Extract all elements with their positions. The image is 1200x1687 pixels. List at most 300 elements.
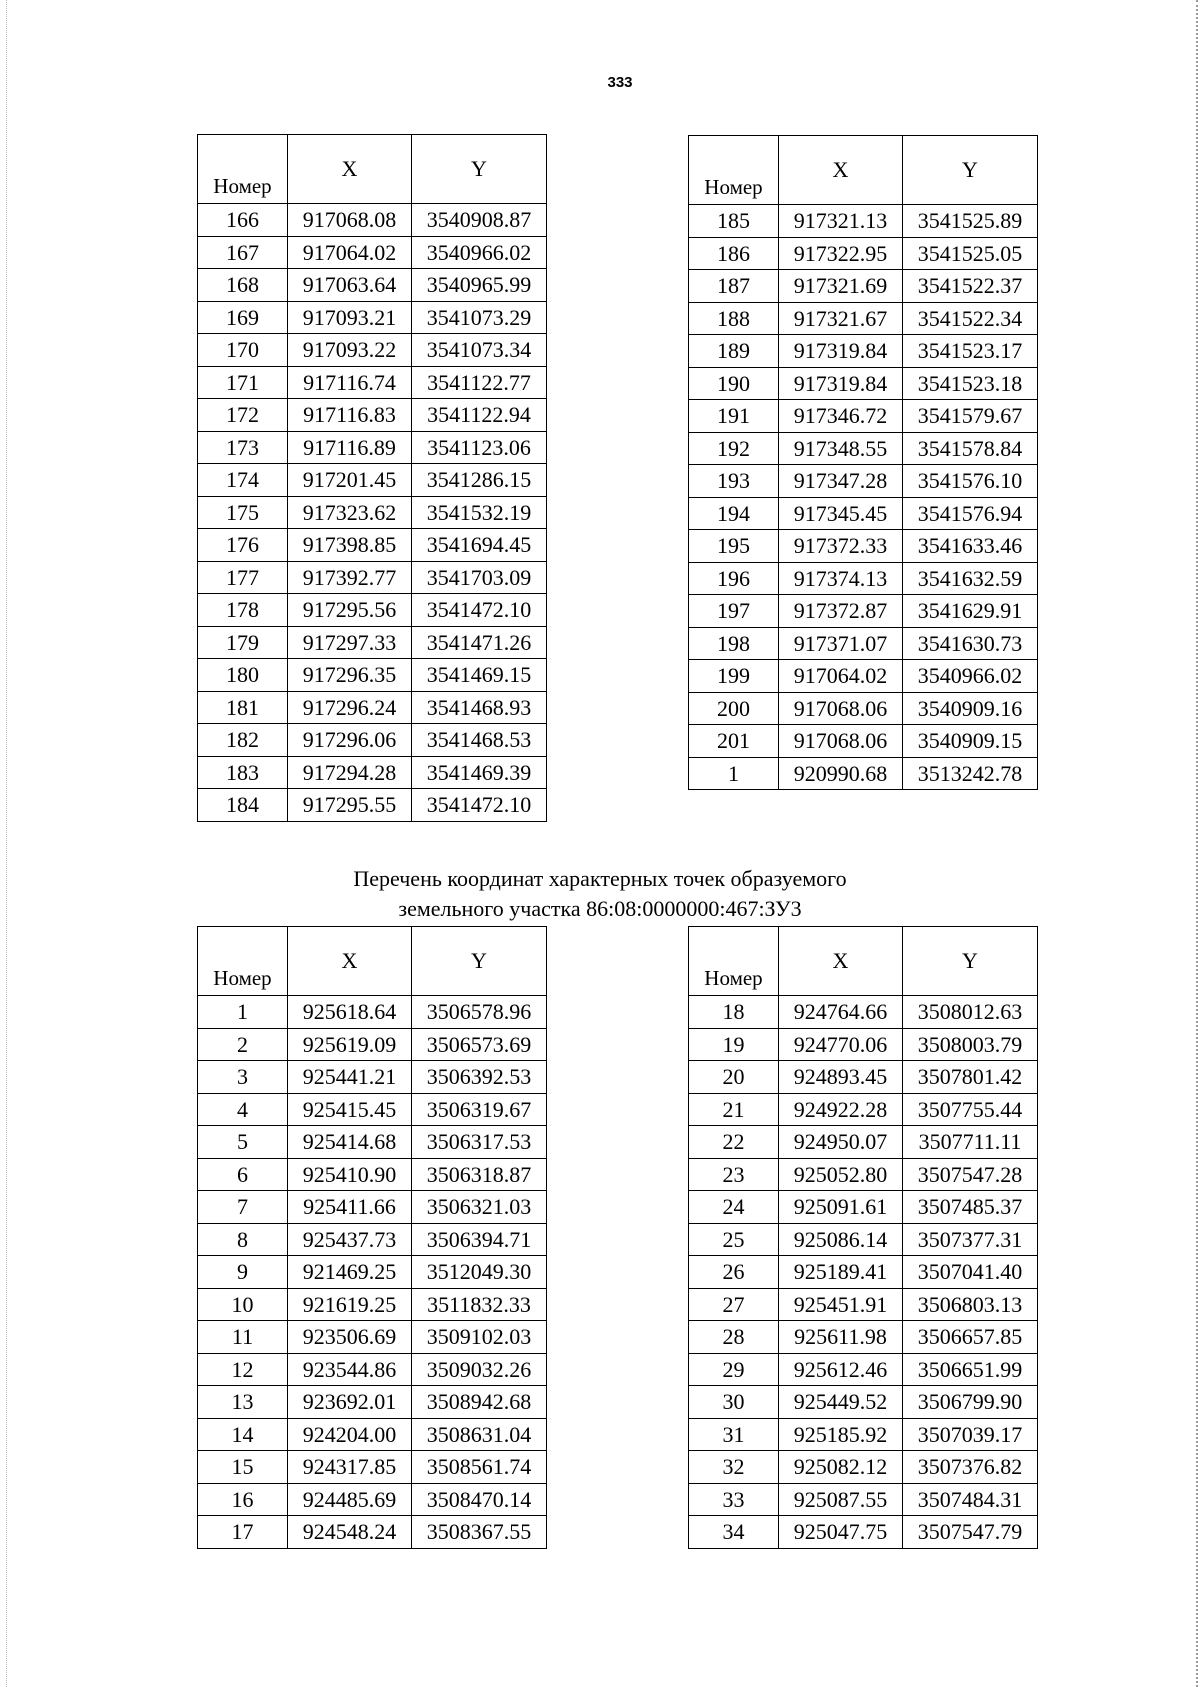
cell-y: 3541522.37 (903, 270, 1038, 303)
table-row (198, 756, 547, 789)
cell-x: 917116.89 (288, 431, 412, 464)
cell-number: 14 (198, 1418, 288, 1451)
cell-x: 925185.92 (779, 1418, 903, 1451)
cell-x: 917372.87 (779, 595, 903, 628)
cell-y: 3506803.13 (903, 1288, 1038, 1321)
cell-x: 925087.55 (779, 1483, 903, 1516)
coords-table-bottom-left (197, 926, 547, 1549)
table-row (198, 1451, 547, 1484)
cell-number: 7 (198, 1191, 288, 1224)
cell-y: 3541472.10 (412, 594, 547, 627)
cell-x: 917323.62 (288, 496, 412, 529)
cell-y: 3541629.91 (903, 595, 1038, 628)
cell-y: 3541578.84 (903, 432, 1038, 465)
cell-y: 3507484.31 (903, 1483, 1038, 1516)
cell-number: 33 (689, 1483, 779, 1516)
cell-number: 21 (689, 1093, 779, 1126)
coords-table-bottom-right (688, 926, 1038, 1549)
cell-y: 3508942.68 (412, 1386, 547, 1419)
cell-number: 20 (689, 1061, 779, 1094)
cell-number: 9 (198, 1256, 288, 1289)
table-row (198, 1256, 547, 1289)
table-row (198, 1126, 547, 1159)
cell-x: 925415.45 (288, 1093, 412, 1126)
cell-x: 924204.00 (288, 1418, 412, 1451)
cell-x: 925612.46 (779, 1353, 903, 1386)
cell-x: 925441.21 (288, 1061, 412, 1094)
cell-x: 917294.28 (288, 756, 412, 789)
cell-y: 3507377.31 (903, 1223, 1038, 1256)
table-row (198, 496, 547, 529)
header-number: Номер (198, 927, 288, 996)
cell-y: 3508003.79 (903, 1028, 1038, 1061)
cell-x: 923544.86 (288, 1353, 412, 1386)
cell-x: 925189.41 (779, 1256, 903, 1289)
table-row (689, 1256, 1038, 1289)
header-y: Y (412, 927, 547, 996)
cell-x: 917321.67 (779, 302, 903, 335)
cell-y: 3513242.78 (903, 757, 1038, 790)
cell-x: 925414.68 (288, 1126, 412, 1159)
cell-y: 3540909.15 (903, 725, 1038, 758)
header-number: Номер (689, 136, 779, 205)
cell-x: 917319.84 (779, 335, 903, 368)
table-row (689, 725, 1038, 758)
cell-number: 189 (689, 335, 779, 368)
cell-y: 3541468.93 (412, 691, 547, 724)
scan-edge-right (1193, 0, 1198, 1687)
cell-x: 925047.75 (779, 1516, 903, 1549)
cell-y: 3512049.30 (412, 1256, 547, 1289)
cell-x: 925052.80 (779, 1158, 903, 1191)
cell-x: 925091.61 (779, 1191, 903, 1224)
cell-y: 3506319.67 (412, 1093, 547, 1126)
table-row (689, 237, 1038, 270)
table-row (689, 1418, 1038, 1451)
cell-y: 3507376.82 (903, 1451, 1038, 1484)
table-row (198, 561, 547, 594)
cell-number: 176 (198, 529, 288, 562)
cell-y: 3506392.53 (412, 1061, 547, 1094)
table-row (689, 692, 1038, 725)
cell-y: 3541523.18 (903, 367, 1038, 400)
table-row (689, 1158, 1038, 1191)
table-row (689, 757, 1038, 790)
cell-x: 925618.64 (288, 996, 412, 1029)
table-row (198, 1093, 547, 1126)
table-row (198, 1418, 547, 1451)
table-row (198, 269, 547, 302)
cell-x: 925451.91 (779, 1288, 903, 1321)
cell-y: 3541073.29 (412, 301, 547, 334)
header-x: X (288, 927, 412, 996)
cell-number: 27 (689, 1288, 779, 1321)
cell-x: 921469.25 (288, 1256, 412, 1289)
header-x: X (779, 136, 903, 205)
cell-number: 4 (198, 1093, 288, 1126)
cell-number: 175 (198, 496, 288, 529)
cell-y: 3506321.03 (412, 1191, 547, 1224)
cell-y: 3506651.99 (903, 1353, 1038, 1386)
cell-x: 917116.74 (288, 366, 412, 399)
cell-number: 5 (198, 1126, 288, 1159)
table-row (198, 996, 547, 1029)
section-caption (300, 864, 900, 924)
cell-x: 917346.72 (779, 400, 903, 433)
cell-y: 3507801.42 (903, 1061, 1038, 1094)
cell-x: 925411.66 (288, 1191, 412, 1224)
table-row (689, 530, 1038, 563)
table-row (198, 1158, 547, 1191)
cell-y: 3507485.37 (903, 1191, 1038, 1224)
cell-y: 3541472.10 (412, 789, 547, 822)
table-row (689, 367, 1038, 400)
cell-x: 924485.69 (288, 1483, 412, 1516)
cell-x: 924317.85 (288, 1451, 412, 1484)
cell-number: 172 (198, 399, 288, 432)
table-row (198, 431, 547, 464)
cell-number: 186 (689, 237, 779, 270)
cell-x: 917068.06 (779, 692, 903, 725)
cell-number: 199 (689, 660, 779, 693)
cell-x: 924764.66 (779, 996, 903, 1029)
table-row (198, 204, 547, 237)
cell-y: 3506573.69 (412, 1028, 547, 1061)
cell-y: 3508012.63 (903, 996, 1038, 1029)
cell-y: 3507755.44 (903, 1093, 1038, 1126)
table-row (689, 497, 1038, 530)
cell-y: 3541123.06 (412, 431, 547, 464)
cell-y: 3540908.87 (412, 204, 547, 237)
table-row (198, 789, 547, 822)
cell-number: 2 (198, 1028, 288, 1061)
cell-x: 917064.02 (779, 660, 903, 693)
table-row (689, 562, 1038, 595)
cell-y: 3511832.33 (412, 1288, 547, 1321)
cell-y: 3507547.28 (903, 1158, 1038, 1191)
table-row (689, 432, 1038, 465)
table-row (198, 659, 547, 692)
cell-number: 166 (198, 204, 288, 237)
cell-number: 171 (198, 366, 288, 399)
caption-line-2: земельного участка 86:08:0000000:467:ЗУ3 (398, 896, 802, 921)
table-row (689, 1093, 1038, 1126)
cell-number: 28 (689, 1321, 779, 1354)
cell-x: 917398.85 (288, 529, 412, 562)
cell-x: 917296.35 (288, 659, 412, 692)
table-row (198, 691, 547, 724)
cell-x: 924548.24 (288, 1516, 412, 1549)
table-row (689, 400, 1038, 433)
cell-number: 26 (689, 1256, 779, 1289)
cell-y: 3541468.53 (412, 724, 547, 757)
header-y: Y (903, 927, 1038, 996)
header-y: Y (903, 136, 1038, 205)
table-row (689, 595, 1038, 628)
cell-y: 3541576.10 (903, 465, 1038, 498)
cell-y: 3540965.99 (412, 269, 547, 302)
header-x: X (779, 927, 903, 996)
cell-number: 197 (689, 595, 779, 628)
header-y: Y (412, 135, 547, 204)
cell-y: 3540966.02 (412, 236, 547, 269)
cell-number: 178 (198, 594, 288, 627)
cell-y: 3541576.94 (903, 497, 1038, 530)
table-row (689, 1191, 1038, 1224)
cell-x: 917295.55 (288, 789, 412, 822)
cell-number: 192 (689, 432, 779, 465)
cell-number: 180 (198, 659, 288, 692)
cell-x: 917371.07 (779, 627, 903, 660)
cell-number: 13 (198, 1386, 288, 1419)
cell-y: 3508561.74 (412, 1451, 547, 1484)
cell-x: 925619.09 (288, 1028, 412, 1061)
scan-edge-left (6, 0, 10, 1687)
table-row (198, 399, 547, 432)
cell-x: 924950.07 (779, 1126, 903, 1159)
cell-x: 917068.08 (288, 204, 412, 237)
cell-number: 173 (198, 431, 288, 464)
cell-number: 10 (198, 1288, 288, 1321)
cell-x: 917093.21 (288, 301, 412, 334)
cell-number: 6 (198, 1158, 288, 1191)
cell-number: 198 (689, 627, 779, 660)
cell-number: 8 (198, 1223, 288, 1256)
cell-number: 201 (689, 725, 779, 758)
cell-y: 3541286.15 (412, 464, 547, 497)
cell-y: 3541525.89 (903, 205, 1038, 238)
cell-x: 917348.55 (779, 432, 903, 465)
cell-x: 917116.83 (288, 399, 412, 432)
page-number: 333 (607, 74, 633, 91)
cell-y: 3507039.17 (903, 1418, 1038, 1451)
cell-y: 3541632.59 (903, 562, 1038, 595)
cell-y: 3541471.26 (412, 626, 547, 659)
table-row (689, 1483, 1038, 1516)
cell-number: 32 (689, 1451, 779, 1484)
cell-number: 193 (689, 465, 779, 498)
table-row (689, 996, 1038, 1029)
cell-x: 917296.06 (288, 724, 412, 757)
cell-x: 917392.77 (288, 561, 412, 594)
table-row (198, 334, 547, 367)
cell-number: 16 (198, 1483, 288, 1516)
table-row (689, 1321, 1038, 1354)
cell-number: 183 (198, 756, 288, 789)
table-row (689, 205, 1038, 238)
table-row (198, 1028, 547, 1061)
table-row (198, 1061, 547, 1094)
cell-y: 3541579.67 (903, 400, 1038, 433)
cell-y: 3506657.85 (903, 1321, 1038, 1354)
cell-x: 925437.73 (288, 1223, 412, 1256)
cell-x: 917372.33 (779, 530, 903, 563)
cell-number: 24 (689, 1191, 779, 1224)
table-row (198, 724, 547, 757)
cell-x: 917347.28 (779, 465, 903, 498)
cell-y: 3506318.87 (412, 1158, 547, 1191)
cell-x: 924893.45 (779, 1061, 903, 1094)
cell-y: 3506799.90 (903, 1386, 1038, 1419)
cell-x: 917374.13 (779, 562, 903, 595)
cell-number: 34 (689, 1516, 779, 1549)
cell-x: 925449.52 (779, 1386, 903, 1419)
cell-number: 12 (198, 1353, 288, 1386)
cell-number: 190 (689, 367, 779, 400)
cell-y: 3541532.19 (412, 496, 547, 529)
cell-x: 924922.28 (779, 1093, 903, 1126)
cell-number: 177 (198, 561, 288, 594)
table-row (198, 1321, 547, 1354)
cell-x: 925086.14 (779, 1223, 903, 1256)
coords-table-top-right (688, 135, 1038, 790)
table-row (198, 529, 547, 562)
caption-line-1: Перечень координат характерных точек образуемого (353, 866, 847, 891)
cell-number: 170 (198, 334, 288, 367)
table-row (198, 236, 547, 269)
table-row (689, 660, 1038, 693)
cell-y: 3508470.14 (412, 1483, 547, 1516)
table-row (198, 594, 547, 627)
cell-x: 917093.22 (288, 334, 412, 367)
cell-number: 30 (689, 1386, 779, 1419)
cell-number: 29 (689, 1353, 779, 1386)
cell-y: 3507041.40 (903, 1256, 1038, 1289)
cell-y: 3541469.39 (412, 756, 547, 789)
cell-number: 179 (198, 626, 288, 659)
cell-y: 3507711.11 (903, 1126, 1038, 1159)
cell-number: 11 (198, 1321, 288, 1354)
cell-number: 195 (689, 530, 779, 563)
cell-number: 18 (689, 996, 779, 1029)
cell-y: 3541523.17 (903, 335, 1038, 368)
cell-y: 3541630.73 (903, 627, 1038, 660)
table-row (689, 302, 1038, 335)
table-row (689, 1223, 1038, 1256)
cell-x: 917296.24 (288, 691, 412, 724)
cell-number: 200 (689, 692, 779, 725)
table-row (689, 270, 1038, 303)
cell-number: 1 (689, 757, 779, 790)
table-row (198, 1483, 547, 1516)
cell-number: 167 (198, 236, 288, 269)
table-row (198, 1353, 547, 1386)
table-row (198, 626, 547, 659)
cell-x: 917201.45 (288, 464, 412, 497)
table-row (198, 1516, 547, 1549)
table-row (689, 1353, 1038, 1386)
cell-y: 3507547.79 (903, 1516, 1038, 1549)
cell-number: 15 (198, 1451, 288, 1484)
cell-number: 168 (198, 269, 288, 302)
cell-x: 920990.68 (779, 757, 903, 790)
cell-x: 925082.12 (779, 1451, 903, 1484)
cell-number: 3 (198, 1061, 288, 1094)
cell-number: 169 (198, 301, 288, 334)
header-number: Номер (689, 927, 779, 996)
cell-number: 194 (689, 497, 779, 530)
table-row (198, 301, 547, 334)
table-row (198, 1191, 547, 1224)
table-row (689, 465, 1038, 498)
table-row (689, 1061, 1038, 1094)
table-row (689, 1288, 1038, 1321)
table-row (689, 335, 1038, 368)
cell-y: 3506317.53 (412, 1126, 547, 1159)
cell-number: 31 (689, 1418, 779, 1451)
cell-number: 22 (689, 1126, 779, 1159)
cell-y: 3509102.03 (412, 1321, 547, 1354)
cell-number: 19 (689, 1028, 779, 1061)
cell-number: 187 (689, 270, 779, 303)
table-row (689, 1451, 1038, 1484)
table-row (198, 366, 547, 399)
cell-number: 174 (198, 464, 288, 497)
coords-table-top-left (197, 134, 547, 822)
cell-y: 3540909.16 (903, 692, 1038, 725)
cell-y: 3508631.04 (412, 1418, 547, 1451)
cell-x: 921619.25 (288, 1288, 412, 1321)
cell-number: 185 (689, 205, 779, 238)
table-row (689, 1516, 1038, 1549)
cell-y: 3541469.15 (412, 659, 547, 692)
table-row (689, 1126, 1038, 1159)
cell-x: 917297.33 (288, 626, 412, 659)
cell-x: 917345.45 (779, 497, 903, 530)
table-row (689, 627, 1038, 660)
cell-y: 3541694.45 (412, 529, 547, 562)
cell-x: 917322.95 (779, 237, 903, 270)
table-row (689, 1386, 1038, 1419)
cell-number: 184 (198, 789, 288, 822)
cell-x: 917068.06 (779, 725, 903, 758)
cell-x: 917321.69 (779, 270, 903, 303)
cell-x: 917064.02 (288, 236, 412, 269)
cell-y: 3541525.05 (903, 237, 1038, 270)
cell-y: 3506578.96 (412, 996, 547, 1029)
cell-x: 917319.84 (779, 367, 903, 400)
cell-y: 3541122.94 (412, 399, 547, 432)
cell-x: 923692.01 (288, 1386, 412, 1419)
cell-number: 23 (689, 1158, 779, 1191)
cell-number: 181 (198, 691, 288, 724)
cell-y: 3541703.09 (412, 561, 547, 594)
cell-number: 182 (198, 724, 288, 757)
table-row (198, 1223, 547, 1256)
cell-y: 3540966.02 (903, 660, 1038, 693)
cell-x: 925410.90 (288, 1158, 412, 1191)
cell-x: 917321.13 (779, 205, 903, 238)
cell-y: 3509032.26 (412, 1353, 547, 1386)
table-row (198, 1288, 547, 1321)
table-row (198, 1386, 547, 1419)
cell-x: 924770.06 (779, 1028, 903, 1061)
cell-number: 17 (198, 1516, 288, 1549)
cell-x: 917063.64 (288, 269, 412, 302)
cell-y: 3506394.71 (412, 1223, 547, 1256)
header-number: Номер (198, 135, 288, 204)
cell-y: 3541122.77 (412, 366, 547, 399)
cell-y: 3541073.34 (412, 334, 547, 367)
cell-number: 25 (689, 1223, 779, 1256)
cell-y: 3508367.55 (412, 1516, 547, 1549)
header-x: X (288, 135, 412, 204)
cell-x: 923506.69 (288, 1321, 412, 1354)
table-row (689, 1028, 1038, 1061)
cell-y: 3541633.46 (903, 530, 1038, 563)
cell-x: 925611.98 (779, 1321, 903, 1354)
table-row (198, 464, 547, 497)
